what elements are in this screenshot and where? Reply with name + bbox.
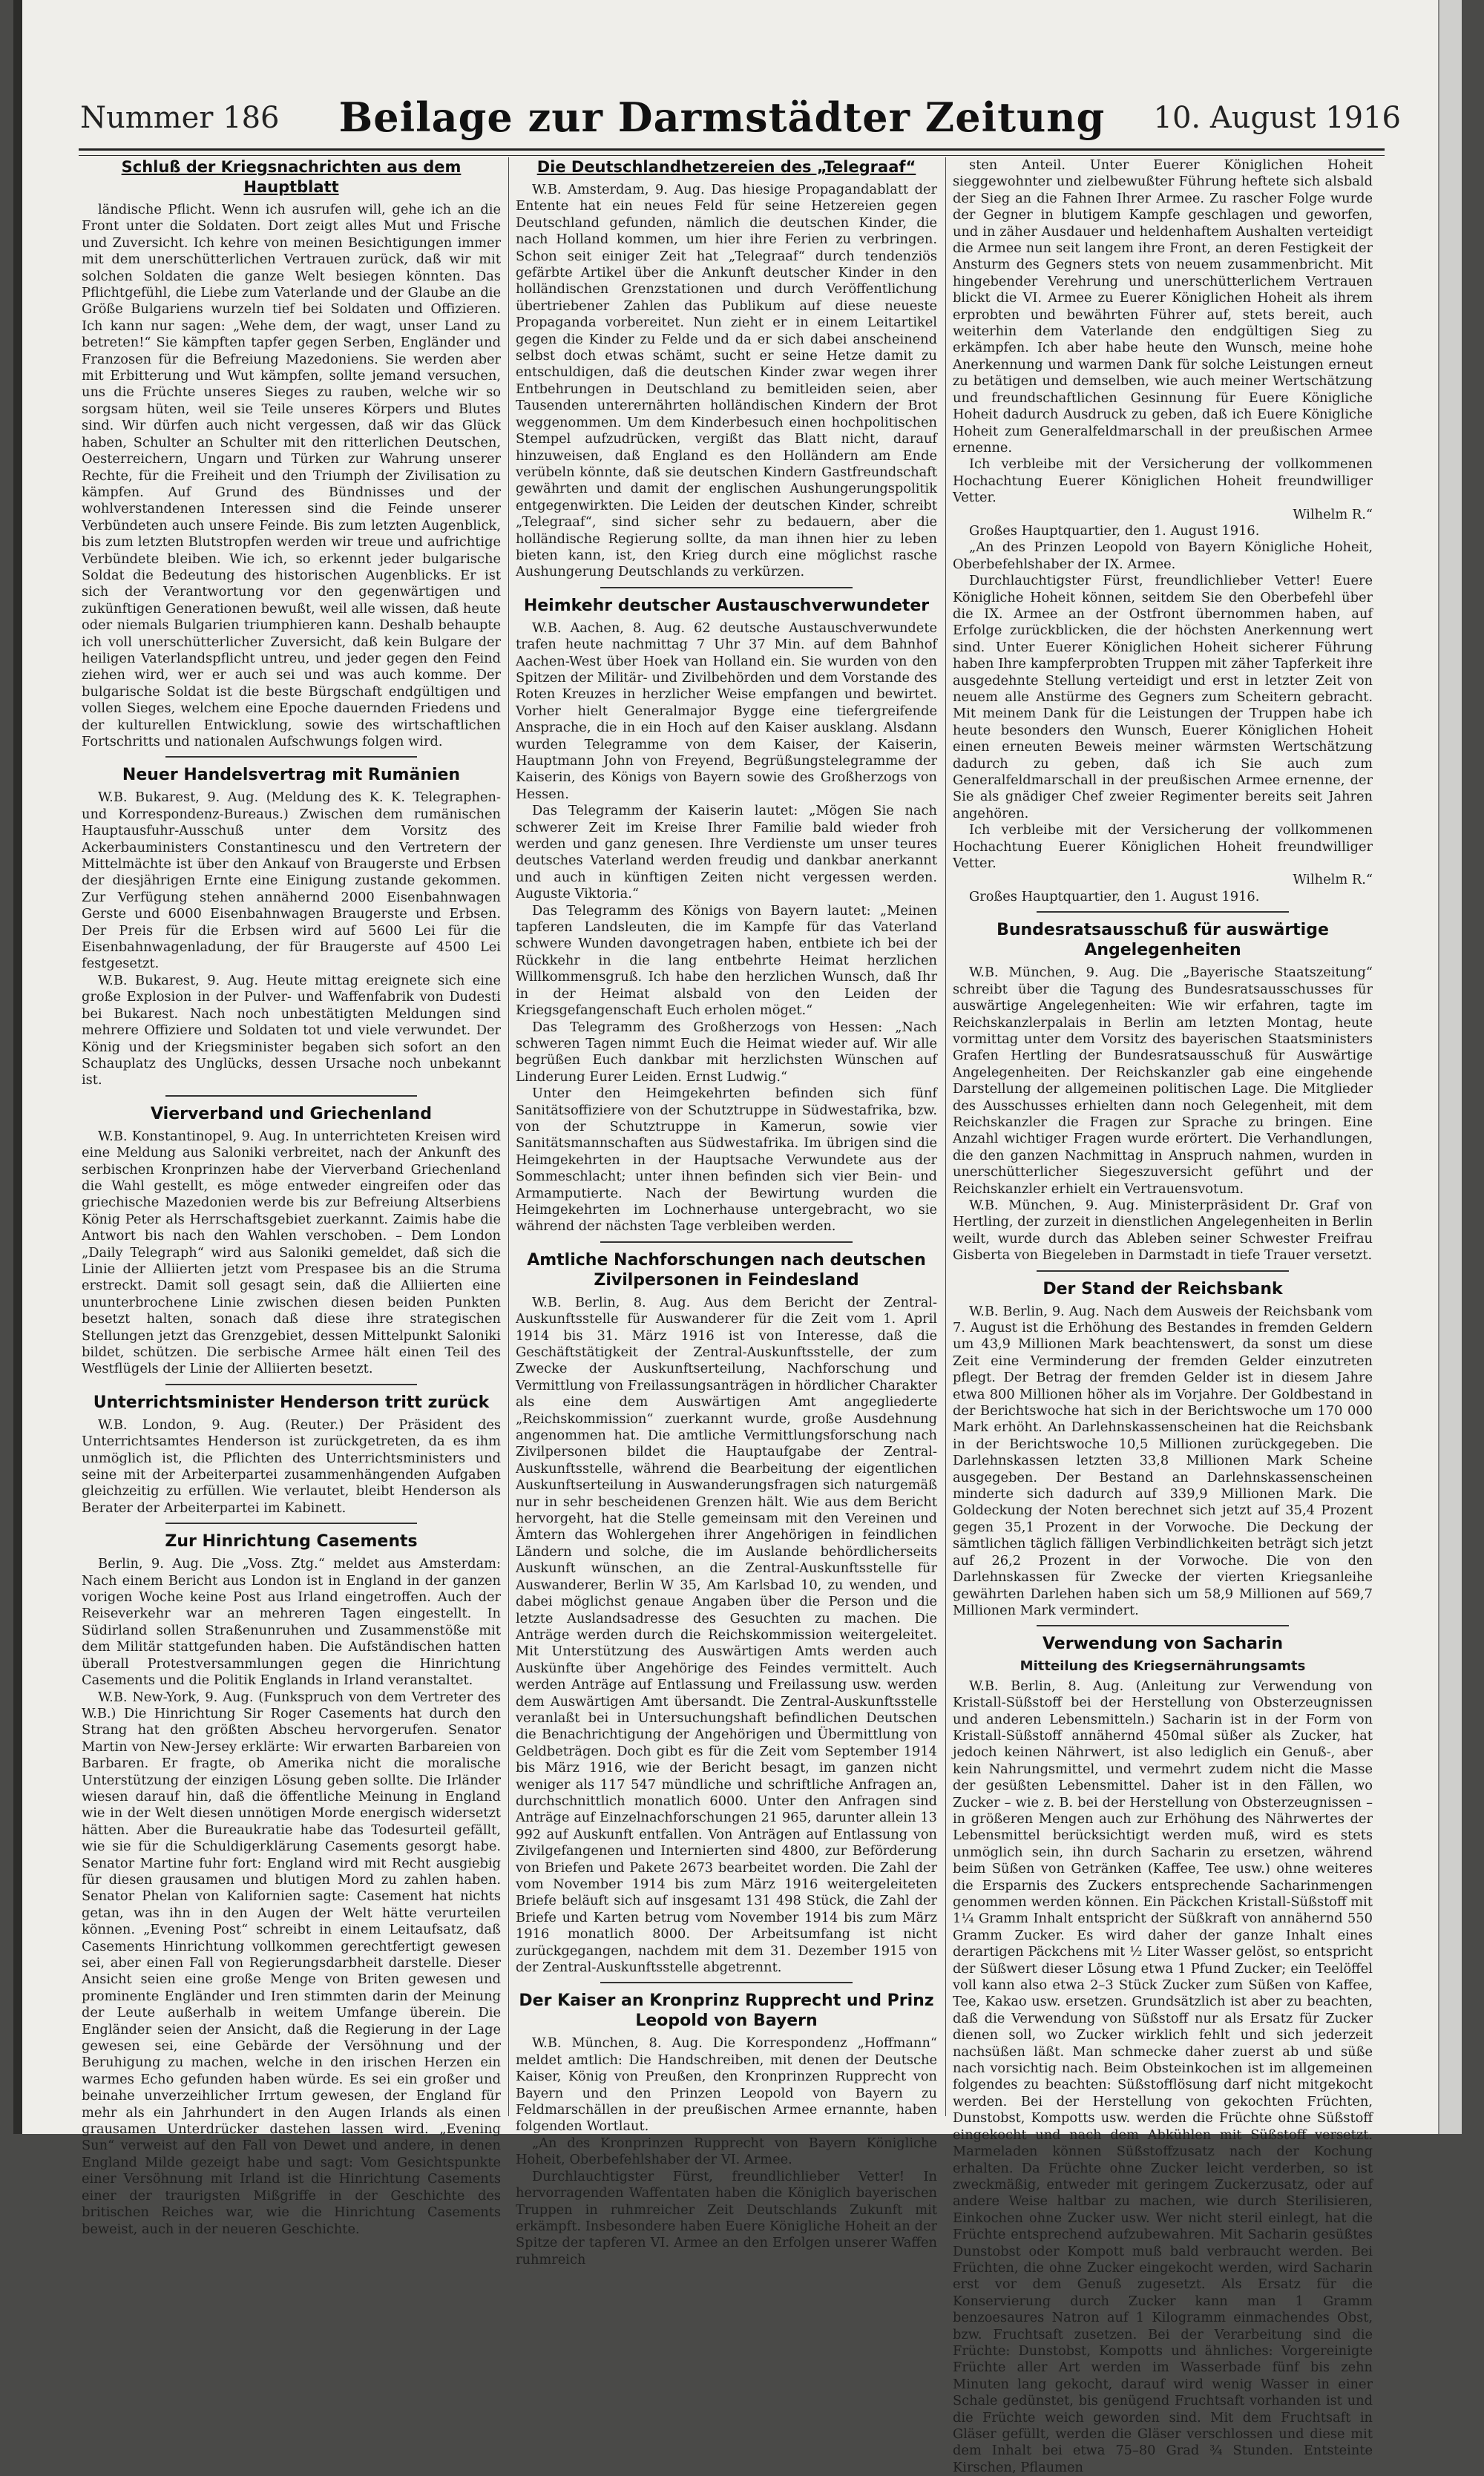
article-paragraph: Berlin, 9. Aug. Die „Voss. Ztg.“ meldet aus Amsterdam: Nach einem Bericht aus London ist in England in der ganzen vorigen Woche keine Post aus Irland eingetroffen. Auch der Reiseverkehr war an mehreren Tagen eingestellt. In Südirland sollen Straßenunruhen und Zusammenstöße mit dem Militär stattgefunden haben. Die Aufständischen hatten überall Protestversammlungen gegen die Hinrichtung Casements und die Politik Englands in Irland veranstaltet. bbox=[82, 1556, 501, 1689]
article-paragraph: Ich verbleibe mit der Versicherung der vollkommenen Hochachtung Euerer Königlichen Hoheit freundwilliger Vetter. bbox=[953, 456, 1373, 506]
section-heading: Schluß der Kriegsnachrichten aus dem Hauptblatt bbox=[121, 158, 462, 196]
article-headline: Die Deutschlandhetzereien des „Telegraaf“ bbox=[536, 158, 916, 176]
page-edge bbox=[1438, 0, 1462, 2134]
newspaper-title: Beilage zur Darmstädter Zeitung bbox=[338, 93, 1106, 141]
article-subheadline: Mitteilung des Kriegsernährungsamts bbox=[1020, 1658, 1306, 1675]
article-headline: Vierverband und Griechenland bbox=[151, 1104, 432, 1123]
article-paragraph: W.B. Konstantinopel, 9. Aug. In unterrichteten Kreisen wird eine Meldung aus Saloniki verbreitet, nach der Ankunft des serbischen Kronprinzen habe der Vierverband Griechenland die Wahl gestellt, es möge entweder eingreifen oder das griechische Mazedonien werde bis zur Befreiung Altserbiens König Peter als Herrschaftsgebiet zuerkannt. Zaimis habe die Antwort bis nach den Wahlen verschoben. – Dem London „Daily Telegraph“ wird aus Saloniki gemeldet, daß sich die Linie der Alliierten jetzt vom Prespasee bis an die Struma erstreckt. Damit soll gesagt sein, daß die Alliierten eine ununterbrochene Linie zwischen diesen beiden Punkten besetzt halten, sonach daß diese ihre strategischen Stellungen jetzt das Grenzgebiet, dessen Mittelpunkt Saloniki bildet, schützen. Die serbische Armee hält einen Teil des Westflügels der Linie der Alliierten besetzt. bbox=[82, 1128, 501, 1377]
dateline: Großes Hauptquartier, den 1. August 1916. bbox=[969, 888, 1260, 904]
article-separator bbox=[1037, 1270, 1289, 1272]
article-headline: Heimkehr deutscher Austauschverwundeter bbox=[523, 596, 930, 615]
column-3 bbox=[953, 157, 1373, 2475]
article-headline: Amtliche Nachforschungen nach deutschen Zivilpersonen in Feindesland bbox=[527, 1250, 926, 1290]
article-headline: Unterrichtsminister Henderson tritt zurück bbox=[93, 1393, 490, 1412]
article-paragraph: Das Telegramm des Königs von Bayern lautet: „Meinen tapferen Landsleuten, die im Kampfe für das Vaterland schwere Wunden davongetragen haben, entbiete ich bei der Rückkehr in die lang entbehrte Heimat herzlichen Willkommensgruß. Ich habe den herzlichen Wunsch, daß Ihr in der Heimat alsbald von den Leiden der Kriegsgefangenschaft Euch erholen möget.“ bbox=[516, 902, 937, 1019]
article-paragraph: W.B. Amsterdam, 9. Aug. Das hiesige Propagandablatt der Entente hat ein neues Feld für seine Hetzereien gegen Deutschland gefunden, nämlich die deutschen Kinder, die nach Holland kommen, um hier ihre Ferien zu verbringen. Schon seit einiger Zeit hat „Telegraaf“ durch tendenziös gefärbte Artikel über die Ankunft deutscher Kinder in den holländischen Grenzstationen und durch Veröffentlichung übertriebener Zahlen das Publikum auf diese neueste Propaganda vorbereitet. Nun zieht er in einem Leitartikel gegen die Kinder zu Felde und da er sich dabei anscheinend selbst doch etwas schämt, sucht er seine Hetze damit zu entschuldigen, daß die deutschen Kinder zwar wegen ihrer Entbehrungen in Deutschland zu bemitleiden seien, aber Tausenden unterernährten holländischen Kindern der Brot weggenommen. Um dem Kinderbesuch einen hochpolitischen Stempel aufzudrücken, vergißt das Blatt nicht, darauf hinzuweisen, daß England es den Holländern am Ende verübeln könnte, daß sie deutschen Kindern Gastfreundschaft gewährten und damit der englischen Aushungerungspolitik entgegenwirkten. Die Leiden der deutschen Kinder, schreibt „Telegraaf“, sind sicher sehr zu bedauern, aber die holländische Regierung sollte, da man ihnen hier zu leben bieten kann, ist, den Krieg durch eine möglichst rasche Aushungerung Deutschlands zu verkürzen. bbox=[516, 182, 937, 580]
article-headline: Verwendung von Sacharin bbox=[1042, 1635, 1284, 1654]
issue-date: 10. August 1916 bbox=[1153, 101, 1401, 135]
issue-number: Nummer 186 bbox=[80, 101, 280, 135]
newspaper-page bbox=[13, 0, 1462, 2475]
column-2 bbox=[516, 157, 937, 2268]
article-paragraph: W.B. New-York, 9. Aug. (Funkspruch von dem Vertreter des W.B.) Die Hinrichtung Sir Roger Casements hat durch den Strang hat den größten Abscheu hervorgerufen. Senator Martin von New-Jersey erklärte: Wir erwarten Barbareien von Barbaren. Er fragte, ob Amerika nicht die moralische Unterstützung der einzigen Lösung geben sollte. Die Irländer wiesen darauf hin, daß die öffentliche Meinung in England wie in der Welt diesen unnötigen Morde energisch widersetzt hätten. Aber die Bureaukratie habe das Todesurteil gefällt, wie sie für die Schuldigerklärung Casements gesorgt habe. Senator Martine fuhr fort: England wird mit Recht ausgiebig für diesen grausamen und blutigen Mord zu zahlen haben. Senator Phelan von Kalifornien sagte: Casement hat nichts getan, was ihn in den Augen der Welt hätte verurteilen können. „Evening Post“ schreibt in einem Leitaufsatz, daß Casements Hinrichtung vollkommen gerechtfertigt gewesen sei, aber einen Fall von Regierungsdarbheit darstelle. Dieser Ansicht seien eine große Menge von Briten gewesen und prominente Engländer und Iren stimmten darin der Meinung der Leute außerhalb in weitem Umfange überein. Die Engländer seien der Ansicht, daß die Regierung in der Lage gewesen sei, eine Gebärde der Versöhnung und der Beruhigung zu machen, welche in den irischen Herzen ein warmes Echo gefunden haben würde. Es sei ein großer und beinahe unverzeihlicher Irrtum gewesen, der England für mehr als ein Jahrhundert in den Augen Irlands als einen grausamen Unterdrücker dastehen lassen wird. „Evening Sun“ verweist auf den Fall von Dewet und andere, in denen England Milde gezeigt habe und sagt: Vom Gesichtspunkte einer Versöhnung mit Irland ist die Hinrichtung Casements einer der traurigsten Mißgriffe in der Geschichte des britischen Reiches war, wie die Hinrichtung Casements beweist, auch in der neueren Geschichte. bbox=[82, 1689, 501, 2237]
article-paragraph: Unter den Heimgekehrten befinden sich fünf Sanitätsoffiziere von der Schutztruppe in Südwestafrika, bzw. von der Schutztruppe in Kamerun, sowie vier Sanitätsmannschaften aus Südwestafrika. Im übrigen sind die Heimgekehrten in der Hauptsache Verwundete aus der Sommeschlacht; unter ihnen befinden sich vier Bein- und Armamputierte. Nach der Bewirtung wurden die Heimgekehrten im Lochnerhause untergebracht, wo sie während der nächsten Tage verbleiben werden. bbox=[516, 1086, 937, 1235]
masthead bbox=[65, 93, 1401, 141]
article-paragraph: Durchlauchtigster Fürst, freundlichlieber Vetter! Euere Königliche Hoheit können, seitdem Sie den Oberbefehl über die IX. Armee an der Ostfront übernommen haben, auf Erfolge zurückblicken, die der höchsten Anerkennung wert sind. Unter Euerer Königlichen Hoheit sicherer Führung haben Ihre kampferprobten Truppen mit zäher Tapferkeit ihre ausgedehnte Stellung verteidigt und erst in letzter Zeit von neuem alle Anstürme des Gegners zum Scheitern gebracht. Mit meinem Dank für die Leistungen der Truppen habe ich heute besonders den Wunsch, Euerer Königlichen Hoheit einen erneuten Beweis meiner wärmsten Wertschätzung dadurch zu geben, daß ich Sie auch zum Generalfeldmarschall in der preußischen Armee ernenne, der Sie als gnädiger Chef zweier Regimenter bereits seit Jahren angehören. bbox=[953, 573, 1373, 821]
signature-line: Wilhelm R.“ bbox=[1293, 872, 1373, 888]
article-paragraph: ländische Pflicht. Wenn ich ausrufen will, gehe ich an die Front unter die Soldaten. Dort zeigt alles Mut und Frische und Zuversicht. Ich kehre von meinen Besichtigungen immer mit dem unerschütterlichen Vertrauen zurück, daß wir mit solchen Soldaten die ganze Welt besiegen könnten. Das Pflichtgefühl, die Liebe zum Vaterlande und der Glaube an die Größe Bulgariens wurzeln tief bei Soldaten und Offizieren. Ich kann nur sagen: „Wehe dem, der wagt, unser Land zu betreten!“ Sie kämpften tapfer gegen Serben, Engländer und Franzosen für die Befreiung Mazedoniens. Sie werden aber mit Erbitterung und Wut kämpfen, sollte jemand versuchen, uns die Früchte unseres Sieges zu rauben, welche wir so sorgsam hüten, weil sie Teile unseres Körpers und Blutes sind. Wir dürfen auch nicht vergessen, daß wir das Glück haben, Schulter an Schulter mit den ritterlichen Deutschen, Oesterreichern, Ungarn und Türken zur Wahrung unserer Rechte, für die Freiheit und den Triumph der Zivilisation zu kämpfen. Auf Grund des Bündnisses und der wohlverstandenen Interessen sind die Feinde unserer Verbündeten auch unsere Feinde. Bis zum letzten Augenblick, bis zum letzten Blutstropfen werden wir treue und aufrichtige Verbündete bleiben. Wie ich, so erkennt jeder bulgarische Soldat die Bedeutung des historischen Augenblicks. Er ist sich der Verantwortung vor den gegenwärtigen und zukünftigen Generationen bewußt, weil alle wissen, daß heute oder niemals Bulgarien triumphieren kann. Deshalb behaupte ich voll unerschütterlicher Zuversicht, daß kein Bulgare der heiligen Vaterlandspflicht untreu, und jeder gegen den Feind ziehen wird, wer er auch sei und was auch komme. Der bulgarische Soldat ist die beste Bürgschaft endgültigen und vollen Sieges, welchem eine Epoche dauernden Friedens und der kulturellen Entwicklung, sowie des wirtschaftlichen Fortschritts und nationalen Aufschwungs folgen wird. bbox=[82, 202, 501, 749]
article-headline: Bundesratsausschuß für auswärtige Angelegenheiten bbox=[997, 921, 1329, 960]
article-paragraph: Durchlauchtigster Fürst, freundlichlieber Vetter! In hervorragenden Waffentaten haben die Königlich bayerischen Truppen in ruhmreicher Zeit Deutschlands Zukunft mit erkämpft. Insbesondere haben Euere Königliche Hoheit an der Spitze der tapferen VI. Armee an den Erfolgen unserer Waffen ruhmreich bbox=[516, 2168, 937, 2268]
article-separator bbox=[165, 1384, 417, 1385]
column-rule bbox=[508, 157, 509, 2116]
column-1 bbox=[82, 157, 501, 2237]
article-separator bbox=[165, 756, 417, 758]
column-rule bbox=[945, 157, 946, 2116]
article-paragraph: W.B. Bukarest, 9. Aug. Heute mittag ereignete sich eine große Explosion in der Pulver- und Waffenfabrik von Dudesti bei Bukarest. Nach noch unbestätigten Meldungen sind mehrere Offiziere und Soldaten tot und viele verwundet. Der König und der Kriegsminister begaben sich sofort an den Schauplatz des Unglücks, dessen Ursache noch unbekannt ist. bbox=[82, 972, 501, 1088]
article-separator bbox=[165, 1523, 417, 1524]
page-binding bbox=[13, 0, 22, 2134]
article-paragraph: Ich verbleibe mit der Versicherung der vollkommenen Hochachtung Euerer Königlichen Hoheit freundwilliger Vetter. bbox=[953, 822, 1373, 872]
dateline: Großes Hauptquartier, den 1. August 1916. bbox=[969, 522, 1260, 539]
article-separator bbox=[600, 587, 853, 588]
article-separator bbox=[600, 1241, 853, 1243]
article-paragraph: W.B. Berlin, 8. Aug. Aus dem Bericht der Zentral-Auskunftsstelle für Auswanderer für die Zeit vom 1. April 1914 bis 31. März 1916 ist von Interesse, daß die Geschäftstätigkeit der Zentral-Auskunftsstelle, der zum Zwecke der Auskunftserteilung, Nachforschung und Vermittlung von Freilassungsanträgen in hördlicher Charakter als eine dem Auswärtigen Amt angegliederte „Reichskommission“ zuerkannt wurde, große Ausdehnung angenommen hat. Die amtliche Vermittlungsforschung nach Zivilpersonen bildet die Hauptaufgabe der Zentral-Auskunftsstelle, während die Bearbeitung der eigentlichen Auskunftserteilung in Auswanderungsfragen sich naturgemäß nur in sehr bescheidenen Grenzen hält. Wie aus dem Bericht hervorgeht, hat die Stelle gemeinsam mit den Vereinen und Ämtern das Wohlergehen ihrer Angehörigen in feindlichen Ländern und solche, die im Auslande behördlicherseits Auskunft wünschen, an die Zentral-Auskunftsstelle für Auswanderer, Berlin W 35, Am Karlsbad 10, zu wenden, und dabei möglichst genaue Angaben über die Person und die letzte Auslandsadresse des Gesuchten zu machen. Die Anträge werden durch die Reichskommission weitergeleitet. Mit Unterstützung des Auswärtigen Amts werden auch Auskünfte über Angehörige des Feindes vermittelt. Auch werden Anträge auf Entlassung und Freilassung usw. werden dem Auswärtigen Amt übersandt. Die Zentral-Auskunftsstelle veranlaßt bei in Untersuchungshaft befindlichen Deutschen die Benachrichtigung der Angehörigen und Übermittlung von Geldbeträgen. Doch gibt es für die Zeit vom September 1914 bis März 1916, wie der Bericht besagt, im ganzen nicht weniger als 117 547 mündliche und schriftliche Anfragen an, durchschnittlich monatlich 6000. Unter den Anfragen sind Anträge auf Einzelnachforschungen 21 965, darunter allein 13 992 auf Auskunft entfallen. Von Anträgen auf Entlassung von Zivilgefangenen und Internierten sind 4800, zur Beförderung von Briefen und Pakete 2673 bearbeitet worden. Die Zahl der vom November 1914 bis zum März 1916 weitergeleiteten Briefe beläuft sich auf insgesamt 131 498 Stück, die Zahl der Briefe und Karten betrug vom November 1914 bis zum März 1916 monatlich 8000. Der Arbeitsumfang ist nicht zurückgegangen, nachdem mit dem 31. Dezember 1915 von der Zentral-Auskunftsstelle abgetrennt. bbox=[516, 1294, 937, 1976]
article-paragraph: W.B. München, 9. Aug. Die „Bayerische Staatszeitung“ schreibt über die Tagung des Bundesratsausschusses für auswärtige Angelegenheiten: Wie wir erfahren, tagte im Reichskanzlerpalais in Berlin am letzten Montag, heute vormittag unter dem Vorsitz des bayerischen Staatsministers Grafen Hertling der Bundesratsausschuß für Auswärtige Angelegenheiten. Der Reichskanzler gab eine eingehende Darstellung der allgemeinen politischen Lage. Die Mitglieder des Ausschusses erhielten dann noch Gelegenheit, mit dem Reichskanzler die Fragen zur Sprache zu bringen. Eine Anzahl wichtiger Fragen wurde erörtert. Die Verhandlungen, die den ganzen Nachmittag in Anspruch nahmen, wurden in unerschütterlicher Siegeszuversicht geführt und der Reichskanzler erhielt ein Vertrauensvotum. bbox=[953, 965, 1373, 1197]
article-paragraph: W.B. Berlin, 8. Aug. (Anleitung zur Verwendung von Kristall-Süßstoff bei der Herstellung von Obsterzeugnissen und anderen Lebensmitteln.) Sacharin ist in der Form von Kristall-Süßstoff annähernd 450mal süßer als Zucker, hat jedoch keinen Nährwert, ist also lediglich ein Genuß-, aber kein Nahrungsmittel, und vermehrt zudem nicht die Masse der gesüßten Lebensmittel. Daher ist in den Fällen, wo Zucker – wie z. B. bei der Herstellung von Obsterzeugnissen – in größeren Mengen auch zur Erhöhung des Nährwertes der Lebensmittel berücksichtigt werden muß, wird es stets unmöglich sein, ihn durch Sacharin zu ersetzen, während beim Süßen von Getränken (Kaffee, Tee usw.) ohne weiteres die Ersparnis des Zuckers entsprechende Sacharinmengen genommen werden können. Ein Päckchen Kristall-Süßstoff mit 1¼ Gramm Inhalt entspricht der Süßkraft von annähernd 550 Gramm Zucker. Es wird daher der ganze Inhalt eines derartigen Päckchens mit ½ Liter Wasser gelöst, so entspricht der Süßwert dieser Lösung etwa 1 Pfund Zucker; ein Teelöffel voll kann also etwa 2–3 Stück Zucker zum Süßen von Kaffee, Tee, Kakao usw. ersetzen. Grundsätzlich ist aber zu beachten, daß die Verwendung von Süßstoff nur als Ersatz für Zucker dienen soll, wo Zucker wirklich fehlt und sich jederzeit nachsüßen läßt. Man schmecke daher zuerst ab und süße nach vorsichtig nach. Beim Obsteinkochen ist im allgemeinen folgendes zu beachten: Süßstofflösung darf nicht mitgekocht werden. Bei der Herstellung von gekochten Früchten, Dunstobst, Kompotts usw. werden die Früchte ohne Süßstoff eingekocht und nach dem Abkühlen mit Süßstoff versetzt. Marmeladen können Süßstoffzusatz nach der Kochung erhalten. Da Früchte ohne Zucker leicht verderben, so ist zweckmäßig, entweder mit geringem Zuckerzusatz, oder auf andere Weise haltbar zu machen, wie durch Sterilisieren, Einkochen ohne Zucker usw. Wer nicht steril einlegt, hat die Früchte entsprechend aufzubewahren. Mit Sacharin gesüßtes Dunstobst oder Kompott muß bald verbraucht werden. Bei Früchten, die ohne Zucker eingekocht werden, wird Sacharin erst vor dem Genuß zugesetzt. Als Ersatz für die Konservierung durch Zucker kann man 1 Gramm benzoesaures Natron auf 1 Kilogramm einmachendes Obst, bzw. Fruchtsaft zusetzen. Bei der Verarbeitung sind die Früchte: Dunstobst, Kompotts und ähnliches: Vorgereinigte Früchte aller Art werden im Wasserbade fünf bis zehn Minuten lang gekocht, darauf wird wenig Wasser in einer Schale gedünstet, bis genügend Fruchtsaft vorhanden ist und die Früchte weich geworden sind. Mit dem Fruchtsaft in Gläser gefüllt, werden die Gläser verschlossen und diese mit dem Inhalt bei etwa 75–80 Grad ¾ Stunden. Entsteinte Kirschen, Pflaumen bbox=[953, 1678, 1373, 2475]
article-paragraph: W.B. Aachen, 8. Aug. 62 deutsche Austauschverwundete trafen heute nachmittag 7 Uhr 37 Min. auf dem Bahnhof Aachen-West über Hoek van Holland ein. Sie wurden von den Spitzen der Militär- und Zivilbehörden und dem Vorstande des Roten Kreuzes in herzlicher Weise empfangen und bewirtet. Vorher hielt Generalmajor Bygge eine tiefergreifende Ansprache, die in ein Hoch auf den Kaiser ausklang. Alsdann wurden Telegramme von dem Kaiser, der Kaiserin, Hauptmann John von Freyend, Begrüßungstelegramme der Kaiserin, des Königs von Bayern sowie des Großherzogs von Hessen. bbox=[516, 620, 937, 802]
article-headline: Der Stand der Reichsbank bbox=[1043, 1279, 1283, 1298]
article-paragraph: sten Anteil. Unter Euerer Königlichen Hoheit sieggewohnter und zielbewußter Führung heftete sich alsbald der Sieg an die Fahnen Ihrer Armee. Zu rascher Folge wurde der Gegner in blutigem Kampfe geschlagen und geworfen, und in zäher Ausdauer und heldenhaftem Aushalten verteidigt die Armee nun seit langem ihre Front, an deren Festigkeit der Ansturm des Gegners stets von neuem zusammenbricht. Mit hingebender Verehrung und unerschütterlichem Vertrauen blickt die VI. Armee zu Euerer Königlichen Hoheit als ihrem erprobten und bewährten Führer auf, stets bereit, auch weiterhin dem Vaterlande den endgültigen Sieg zu erkämpfen. Ich aber habe heute den Wunsch, meine hohe Anerkennung und warmen Dank für solche Leistungen erneut zu betätigen und demselben, wie auch meiner Wertschätzung und freundschaftlichen Gesinnung für Euere Königliche Hoheit dadurch Ausdruck zu geben, daß ich Euere Königliche Hoheit zum Generalfeldmarschall in der preußischen Armee ernenne. bbox=[953, 157, 1373, 456]
article-separator bbox=[600, 1982, 853, 1983]
article-paragraph: W.B. München, 9. Aug. Ministerpräsident Dr. Graf von Hertling, der zurzeit in dienstlichen Angelegenheiten in Berlin weilt, wurde durch das Ableben seiner Schwester Freifrau Gisberta von Biegeleben in Darmstadt in tiefe Trauer versetzt. bbox=[953, 1197, 1373, 1264]
article-headline: Zur Hinrichtung Casements bbox=[165, 1532, 418, 1551]
article-paragraph: W.B. Berlin, 9. Aug. Nach dem Ausweis der Reichsbank vom 7. August ist die Erhöhung des Bestandes in fremden Geldern um 43,9 Millionen Mark beachtenswert, da sonst um diese Zeit eine Verminderung der fremden Gelder einzutreten pflegt. Der Betrag der fremden Gelder ist in diesem Jahre etwa 800 Millionen höher als im Vorjahre. Der Goldbestand in der Berichtswoche hat sich in der Berichtswoche um 170 000 Mark erhöht. An Darlehnskassenscheinen hat die Reichsbank in der Berichtswoche 10,5 Millionen zurückgegeben. Die Darlehnskassen letzten 33,8 Millionen Mark Scheine ausgegeben. Der Bestand an Darlehnskassenscheinen minderte sich dadurch auf 339,9 Millionen Mark. Die Goldeckung der Noten berechnet sich jetzt auf 35,4 Prozent gegen 35,1 Prozent in der Vorwoche. Die Deckung der sämtlichen täglich fälligen Verbindlichkeiten beträgt sich jetzt auf 26,2 Prozent in der Vorwoche. Die von den Darlehnskassen für Zwecke der vierten Kriegsanleihe gewährten Darlehen haben sich um 58,9 Millionen auf 569,7 Millionen Mark vermindert. bbox=[953, 1303, 1373, 1618]
article-paragraph: Das Telegramm des Großherzogs von Hessen: „Nach schweren Tagen nimmt Euch die Heimat wieder auf. Wir alle begrüßen Euch dankbar mit herzlichsten Wünschen auf Linderung Eurer Leiden. Ernst Ludwig.“ bbox=[516, 1019, 937, 1085]
article-separator bbox=[165, 1095, 417, 1097]
article-separator bbox=[1037, 1625, 1289, 1626]
article-paragraph: „An des Kronprinzen Rupprecht von Bayern Königliche Hoheit, Oberbefehlshaber der VI. Armee. bbox=[516, 2135, 937, 2168]
masthead-rule bbox=[79, 148, 1385, 156]
article-paragraph: W.B. München, 8. Aug. Die Korrespondenz „Hoffmann“ meldet amtlich: Die Handschreiben, mit denen der Deutsche Kaiser, König von Preußen, den Kronprinzen Rupprecht von Bayern und den Prinzen Leopold von Bayern zu Feldmarschällen in der preußischen Armee ernannte, haben folgenden Wortlaut. bbox=[516, 2035, 937, 2135]
article-headline: Neuer Handelsvertrag mit Rumänien bbox=[122, 766, 461, 785]
signature-line: Wilhelm R.“ bbox=[1293, 506, 1373, 522]
article-separator bbox=[1037, 911, 1289, 913]
article-paragraph: W.B. London, 9. Aug. (Reuter.) Der Präsident des Unterrichtsamtes Henderson ist zurückgetreten, da es ihm unmöglich ist, die Pflichten des Unterrichtsministers und seine mit der Arbeiterpartei zusammenhängenden Aufgaben gleichzeitig zu erfüllen. Wie verlautet, bleibt Henderson als Berater der Arbeiterpartei im Kabinett. bbox=[82, 1416, 501, 1516]
article-headline: Der Kaiser an Kronprinz Rupprecht und Prinz Leopold von Bayern bbox=[519, 1991, 934, 2031]
article-paragraph: Das Telegramm der Kaiserin lautet: „Mögen Sie nach schwerer Zeit im Kreise Ihrer Familie bald wieder froh werden und ganz genesen. Ihre Verdienste um unser teures deutsches Vaterland werden freudig und dankbar anerkannt und auch in künftigen Zeiten nicht vergessen werden. Auguste Viktoria.“ bbox=[516, 803, 937, 902]
article-paragraph: W.B. Bukarest, 9. Aug. (Meldung des K. K. Telegraphen- und Korrespondenz-Bureaus.) Zwischen dem rumänischen Hauptausfuhr-Ausschuß unter dem Vorsitz des Ackerbauministers Constantinescu und den Vertretern der Mittelmächte ist über den Ankauf von Braugerste und Erbsen der diesjährigen Ernte eine Einigung zustande gekommen. Zur Verfügung stehen annähernd 2000 Eisenbahnwagen Gerste und 6000 Eisenbahnwagen Braugerste und Erbsen. Der Preis für die Erbsen wird auf 5600 Lei für die Eisenbahnwagenladung, der für Braugerste auf 4500 Lei festgesetzt. bbox=[82, 789, 501, 972]
article-paragraph: „An des Prinzen Leopold von Bayern Königliche Hoheit, Oberbefehlshaber der IX. Armee. bbox=[953, 539, 1373, 572]
